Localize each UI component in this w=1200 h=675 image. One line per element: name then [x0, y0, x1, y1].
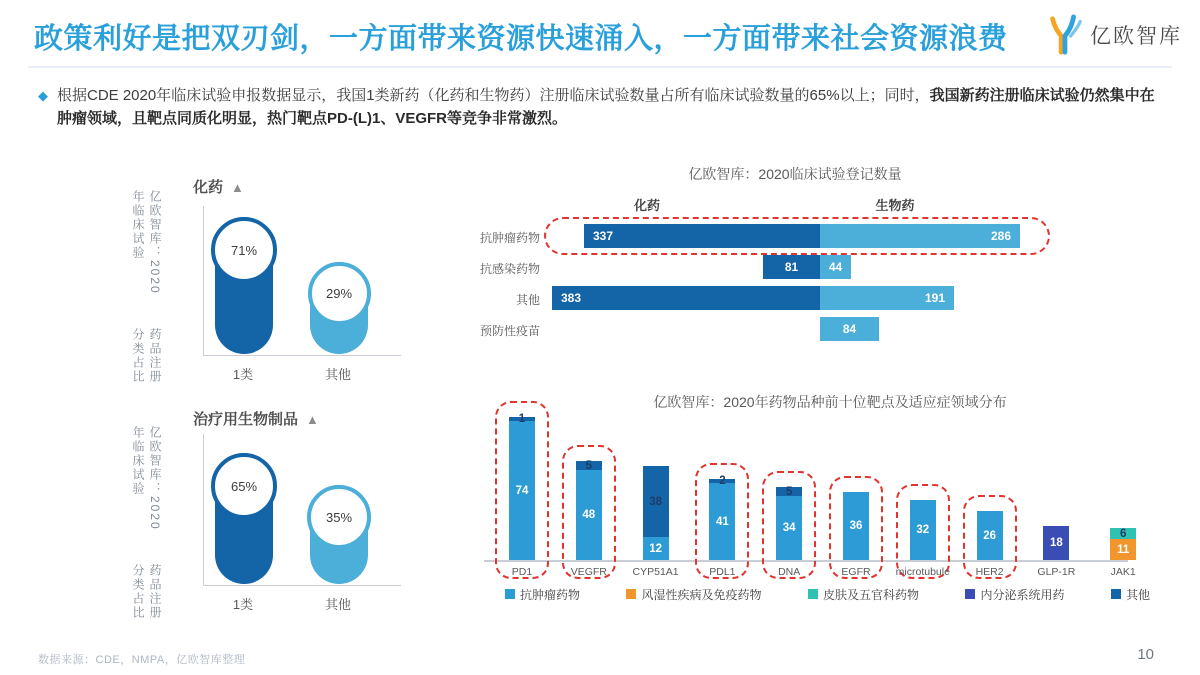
legend-item: [808, 586, 919, 603]
value-label: 286: [990, 229, 1011, 243]
bar-segment: [1110, 528, 1136, 539]
diamond-bullet-icon: ◆: [38, 88, 48, 103]
logo-y-icon: [1044, 14, 1084, 56]
bar-segment: [820, 255, 851, 279]
bar-segment: [820, 224, 1020, 248]
bar-segment: [643, 466, 669, 537]
value-label: 26: [983, 529, 996, 542]
series-header-chemical: 化药: [633, 198, 661, 213]
legend-swatch: [808, 589, 818, 599]
x-axis-label: 其他: [324, 367, 351, 382]
value-label: 2: [719, 475, 726, 487]
bar-segment: [552, 286, 820, 310]
x-axis-label: 1类: [232, 597, 254, 612]
bullet-text: [57, 84, 1168, 130]
axis-label-line2: 药品注册分类占比: [131, 563, 162, 620]
value-label: 48: [582, 509, 596, 521]
chart-legend: [505, 586, 1150, 602]
page-title: 政策利好是把双刃剑，一方面带来资源快速涌入，一方面带来社会资源浪费: [34, 23, 1008, 55]
percent-label: 65%: [230, 478, 258, 494]
percent-label: 71%: [230, 242, 258, 258]
legend-item: [965, 586, 1064, 603]
value-label: 32: [916, 524, 930, 536]
x-axis-label: 1类: [232, 367, 254, 382]
y-axis-label: [130, 190, 164, 395]
axis-label-line1: 亿欧智库：2020 年临床试验: [131, 190, 162, 295]
category-label: CYP51A1: [632, 566, 679, 578]
category-label: JAK1: [1110, 566, 1136, 578]
category-label: PDL1: [709, 566, 736, 578]
chart-title-text: 治疗用生物制品: [193, 411, 299, 428]
logo-text: 亿欧智库: [1090, 25, 1182, 48]
value-label: 337: [593, 229, 614, 243]
legend-swatch: [965, 589, 975, 599]
chart-title: 亿欧智库：2020年药物品种前十位靶点及适应症领域分布: [653, 394, 1007, 410]
category-label: 预防性疫苗: [479, 324, 540, 338]
header-divider: [28, 66, 1172, 68]
bar-segment: [584, 224, 820, 248]
legend-label: 内分泌系统用药: [980, 587, 1065, 602]
value-label: 1: [518, 413, 526, 425]
category-label: PD1: [511, 566, 533, 578]
category-label: GLP-1R: [1037, 566, 1076, 578]
bar-segment: [509, 413, 535, 425]
plot-area: [203, 434, 401, 586]
legend-label: 风湿性疾病及免疫药物: [641, 587, 762, 602]
value-label: 38: [649, 495, 662, 508]
bar-segment: [776, 496, 802, 560]
axis-label-line1: 亿欧智库：2020 年临床试验: [131, 426, 162, 531]
series-header-biologic: 生物药: [875, 198, 915, 213]
legend-label: 抗肿瘤药物: [520, 587, 581, 602]
bar-segment: [576, 470, 602, 560]
bar-segment: [820, 286, 954, 310]
legend-swatch: [626, 589, 636, 599]
value-label: 383: [561, 291, 582, 305]
value-label: 74: [515, 484, 529, 497]
value-label: 34: [782, 522, 796, 534]
bar-segment: [1043, 526, 1069, 560]
category-label: EGFR: [841, 566, 871, 578]
bar-segment: [776, 487, 802, 496]
chart-title: [193, 408, 319, 429]
bar-segment: [977, 511, 1003, 560]
bar-segment: [643, 537, 669, 560]
bar-segment: [576, 461, 602, 470]
triangle-icon: ▲: [306, 412, 319, 427]
value-label: 6: [1119, 527, 1127, 540]
triangle-icon: ▲: [231, 180, 244, 195]
category-label: HER2: [975, 566, 1004, 578]
percent-circle: [211, 217, 277, 283]
page-number: 10: [1137, 646, 1154, 663]
bullet-text-bold: 我国新药注册临床试验仍然集中在肿瘤领域，且靶点同质化明显，热门靶点PD-(L)1、VEGFR等竞争非常激烈。: [57, 87, 1155, 127]
bar-segment: [1110, 539, 1136, 560]
axis-label-line2: 药品注册分类占比: [131, 327, 162, 384]
bullet-paragraph: [38, 84, 1168, 130]
bar-segment: [509, 421, 535, 560]
value-label: 11: [1117, 543, 1130, 556]
bar-segment: [820, 317, 879, 341]
category-label: VEGFR: [570, 566, 607, 578]
value-label: 12: [649, 542, 662, 555]
chart-chemical-drug-split: [128, 168, 413, 403]
value-label: 41: [715, 515, 729, 528]
bar-segment: [843, 492, 869, 560]
chart-trial-registration-count: [440, 162, 1100, 358]
value-label: 44: [828, 260, 843, 274]
value-label: 5: [585, 459, 592, 472]
value-label: 18: [1049, 537, 1063, 549]
value-label: 5: [785, 485, 793, 498]
percent-circle: [211, 453, 277, 519]
chart-biologics-split: [128, 400, 413, 635]
logo: [1044, 14, 1182, 56]
bar-segment: [910, 500, 936, 560]
bar-segment: [709, 483, 735, 560]
legend-swatch: [505, 589, 515, 599]
legend-label: 皮肤及五官科药物: [822, 587, 919, 602]
bar-segment: [709, 475, 735, 487]
y-axis-label: [130, 426, 164, 631]
percent-label: 35%: [325, 509, 353, 525]
percent-circle: [307, 485, 371, 549]
legend-item: [1111, 586, 1150, 603]
value-label: 84: [842, 322, 857, 336]
bar-segment: [763, 255, 820, 279]
category-label: microtubule: [895, 566, 950, 578]
chart-title-text: 化药: [193, 179, 224, 196]
percent-circle: [308, 262, 371, 325]
legend-swatch: [1111, 589, 1121, 599]
category-label: DNA: [778, 566, 801, 578]
percent-label: 29%: [325, 286, 353, 301]
value-label: 81: [784, 260, 799, 274]
x-axis-label: 其他: [324, 597, 351, 612]
category-label: 其他: [515, 293, 540, 307]
category-label: 抗感染药物: [479, 262, 540, 276]
legend-item: [626, 586, 761, 603]
bullet-text-normal: 根据CDE 2020年临床试验申报数据显示，我国1类新药（化药和生物药）注册临床试验数量占所有临床试验数量的65%以上；同时，: [57, 87, 930, 104]
category-label: 抗肿瘤药物: [479, 231, 540, 245]
value-label: 191: [924, 291, 945, 305]
legend-item: [505, 586, 580, 603]
data-source: 数据来源：CDE，NMPA，亿欧智库整理: [38, 654, 246, 666]
legend-label: 其他: [1125, 587, 1150, 602]
chart-title: [193, 176, 244, 197]
chart-title: 亿欧智库：2020临床试验登记数量: [688, 166, 902, 182]
plot-area: [203, 206, 401, 356]
chart-top-ten-targets: [468, 390, 1136, 605]
value-label: 36: [849, 520, 863, 532]
